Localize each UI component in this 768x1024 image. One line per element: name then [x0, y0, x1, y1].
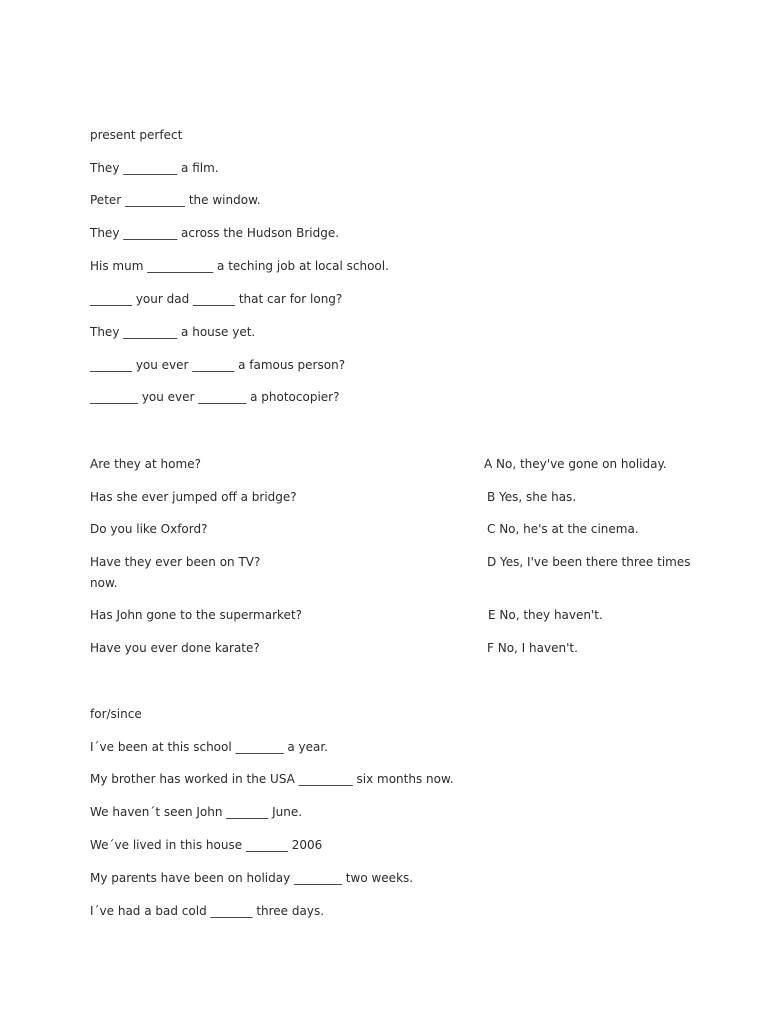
exercise-sentence: My brother has worked in the USA _________ six months now.: [90, 772, 454, 786]
exercise-sentence: _______ your dad _______ that car for long?: [90, 292, 343, 306]
exercise-sentence: They _________ across the Hudson Bridge.: [90, 226, 340, 240]
matching-answer: A No, they've gone on holiday.: [484, 457, 667, 471]
matching-answer: D Yes, I've been there three times: [487, 555, 691, 569]
exercise-sentence: My parents have been on holiday ________ two weeks.: [90, 871, 414, 885]
section-heading-present-perfect: present perfect: [90, 128, 183, 142]
exercise-sentence: Peter __________ the window.: [90, 193, 261, 207]
matching-answer: E No, they haven't.: [488, 608, 603, 622]
matching-question: Has John gone to the supermarket?: [90, 608, 303, 622]
matching-answer: C No, he's at the cinema.: [487, 522, 639, 536]
exercise-sentence: We haven´t seen John _______ June.: [90, 805, 303, 819]
matching-question: Have you ever done karate?: [90, 641, 260, 655]
exercise-sentence: I´ve had a bad cold _______ three days.: [90, 904, 325, 918]
exercise-sentence: I´ve been at this school ________ a year.: [90, 740, 328, 754]
exercise-sentence: _______ you ever _______ a famous person?: [90, 358, 346, 372]
exercise-sentence: They _________ a film.: [90, 161, 219, 175]
matching-question: Are they at home?: [90, 457, 201, 471]
exercise-sentence: ________ you ever ________ a photocopier?: [90, 390, 340, 404]
matching-question: Has she ever jumped off a bridge?: [90, 490, 297, 504]
exercise-sentence: We´ve lived in this house _______ 2006: [90, 838, 323, 852]
matching-question: Have they ever been on TV?: [90, 555, 261, 569]
matching-answer-continuation: now.: [90, 576, 118, 590]
matching-answer: B Yes, she has.: [487, 490, 577, 504]
matching-question: Do you like Oxford?: [90, 522, 208, 536]
exercise-sentence: They _________ a house yet.: [90, 325, 256, 339]
matching-answer: F No, I haven't.: [487, 641, 578, 655]
section-heading-for-since: for/since: [90, 707, 142, 721]
exercise-sentence: His mum ___________ a teching job at local school.: [90, 259, 389, 273]
